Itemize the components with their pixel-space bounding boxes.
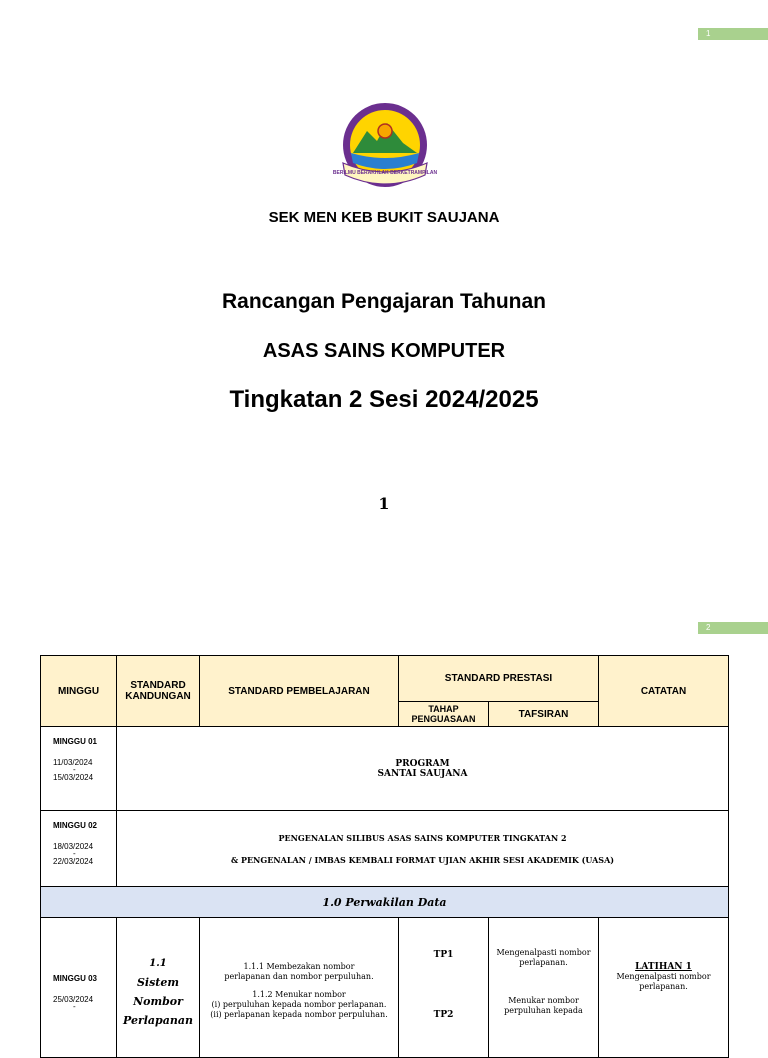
table-row xyxy=(41,727,729,811)
week-cell xyxy=(41,811,117,887)
week-content xyxy=(117,811,729,887)
standard-kandungan-cell xyxy=(117,918,200,1058)
table-row xyxy=(41,811,729,887)
week-cell xyxy=(41,918,117,1058)
sk-text: Nombor xyxy=(133,995,183,1008)
sp-item: 1.1.2 Menukar nombor xyxy=(252,990,346,999)
subject-name: ASAS SAINS KOMPUTER xyxy=(262,340,506,362)
header-catatan: CATATAN xyxy=(599,656,729,727)
tafsiran-text: Menukar nombor perpuluhan kepada xyxy=(504,996,583,1015)
week-date-dash: - xyxy=(73,1002,76,1011)
exercise-text: Mengenalpasti nombor perlapanan. xyxy=(616,972,711,991)
page-tag-1: 1 xyxy=(698,28,768,40)
tafsiran-cell xyxy=(489,918,599,1058)
week-start-date: 25/03/2024 xyxy=(53,995,94,1004)
header-minggu: MINGGU xyxy=(41,656,117,727)
section-title: 1.0 Perwakilan Data xyxy=(41,887,729,918)
week-label: MINGGU 02 xyxy=(53,821,98,830)
school-crest-icon xyxy=(332,101,438,189)
sp-item: (ii) perlapanan kepada nombor perpuluhan. xyxy=(210,1010,388,1019)
week-date-dash: - xyxy=(73,765,76,774)
sp-item: (i) perpuluhan kepada nombor perlapanan. xyxy=(211,1000,387,1009)
header-standard-pembelajaran: STANDARD PEMBELAJARAN xyxy=(200,656,399,727)
sk-number: 1.1 xyxy=(149,958,167,969)
sp-item: 1.1.1 Membezakan nombor perlapanan dan nombor perpuluhan. xyxy=(224,962,374,981)
form-session: Tingkatan 2 Sesi 2024/2025 xyxy=(229,386,539,413)
content-line: SANTAI SAUJANA xyxy=(377,768,468,779)
page-number: 1 xyxy=(378,494,390,513)
sk-text: Perlapanan xyxy=(122,1014,194,1027)
week-cell xyxy=(41,727,117,811)
content-line: PROGRAM xyxy=(395,758,450,769)
header-standard-prestasi: STANDARD PRESTASI xyxy=(399,656,599,702)
exercise-title: LATIHAN 1 xyxy=(635,962,692,972)
document-title: Rancangan Pengajaran Tahunan xyxy=(221,290,546,313)
tp-level: TP1 xyxy=(433,950,454,960)
header-tahap-penguasaan: TAHAP PENGUASAAN xyxy=(399,702,489,727)
week-content xyxy=(117,727,729,811)
week-end-date: 15/03/2024 xyxy=(53,773,94,782)
tafsiran-text: Mengenalpasti nombor perlapanan. xyxy=(496,948,591,967)
header-standard-kandungan: STANDARD KANDUNGAN xyxy=(117,656,200,727)
week-date-dash: - xyxy=(73,849,76,858)
catatan-cell xyxy=(599,918,729,1058)
week-label: MINGGU 01 xyxy=(53,737,98,746)
tahap-penguasaan-cell xyxy=(399,918,489,1058)
week-label: MINGGU 03 xyxy=(53,974,98,983)
table-row xyxy=(41,918,729,1058)
sk-text: Sistem xyxy=(136,976,180,989)
week-start-date: 18/03/2024 xyxy=(53,842,94,851)
standard-pembelajaran-cell xyxy=(200,918,399,1058)
section-row xyxy=(41,887,729,918)
school-name: SEK MEN KEB BUKIT SAUJANA xyxy=(268,209,500,226)
header-tafsiran: TAFSIRAN xyxy=(489,702,599,727)
week-end-date: 22/03/2024 xyxy=(53,857,94,866)
week-start-date: 11/03/2024 xyxy=(53,758,93,767)
content-line: & PENGENALAN / IMBAS KEMBALI FORMAT UJIAN AKHIR SESI AKADEMIK (UASA) xyxy=(230,854,615,865)
content-line: PENGENALAN SILIBUS ASAS SAINS KOMPUTER TINGKATAN 2 xyxy=(278,832,567,843)
tp-level: TP2 xyxy=(433,1010,454,1020)
page-tag-2: 2 xyxy=(698,622,768,634)
lesson-plan-table xyxy=(40,655,729,1058)
logo-motto: BERILMU BERAKHLAK BERKETRAMPILAN xyxy=(332,170,438,176)
